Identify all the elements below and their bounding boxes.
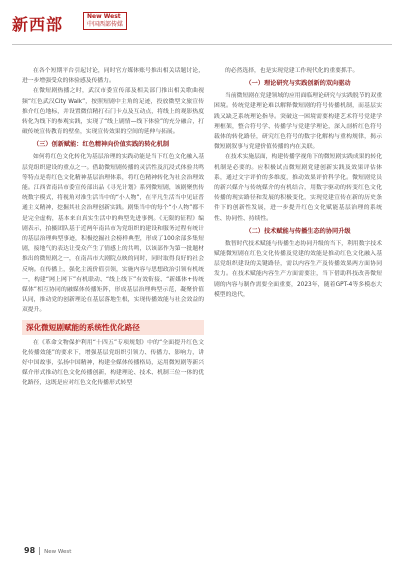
footer-divider (39, 547, 40, 555)
right-column (214, 66, 382, 300)
paragraph: 的必然选择，也是实现党建工作现代化的重要抓手。 (225, 68, 359, 74)
subheading: （一）理论研究与实践创新的双向驱动 (245, 80, 351, 88)
subheading: （三）创新赋能：红色精神向价值实践的转化机制 (33, 141, 170, 149)
section-title: 深化微短剧赋能的系统性优化路径 (22, 320, 204, 335)
magazine-logo: 新西部 (12, 15, 64, 34)
header-divider (12, 44, 392, 45)
paragraph: 在微短剧热播之时，武汉市委宣传部及相关部门推出相关歌曲视频“红色武汉City Walk”，按照短剧中主角的足迹，投放微型文旅宣传推介红色地标，并设置微信精打石门卡点及互动点，将线上的观影热度转化为线下的参观实践，实现了“线上剧情—线下体验”的充分融合，打破传统宣传教育的壁垒，实现宣传效果的空间的延伸与拓展。 (22, 88, 204, 136)
left-column (22, 66, 204, 389)
magazine-logo-box (83, 12, 127, 30)
page-number: 98 (24, 546, 36, 555)
footer-magazine-name: New West (44, 549, 72, 555)
paragraph: 如何将红色文化转化为基层治理的实践动能是当下红色文化融入基层党组织建设的重点之一。借助微短剧传播的灵活性及沉浸式体验共鸣等特点是将红色文化精神基层治理体系，将红色精神转化为社会治理效能。江西省南昌市委宣传部出品《寻光计划》系列微短剧，该剧聚焦传统数字模式，将视角对准生活当中的“小人物”，在平凡生活当中见证普通主义精神，挖掘其社会治理创新实践。剧集当中的每个“小人物”都不是完全虚构，基本来自真实生活中的典型先进事例。《无限的征程》编剧表示，拍摄团队基于近两年南昌市为党组织的建设和服务过程有统计的基层治理典型事迹，积极挖掘社会榜样典型，形成了100余部多集短剧，接地气的表达让受众产生了情感上的共鸣，以该部作为第一批题材推出的微短剧之一，在南昌市大剧院点映的同时，同时取得良好的社会反响。在传播上，强化主流价值引领，实施内容与思想政治引领有机统一，构建“网上网下”有机联动、“线上线下”有效衔接、“新媒体+传统媒体”相互协同的融媒体传播矩阵，形成基层治理典型示范，凝聚价值认同，推动党的创新理论在基层落地生根，实现传播效能与社会效益的双提升。 (22, 154, 204, 314)
magazine-logo-en: New West (87, 13, 121, 20)
subheading: （二）技术赋能与传播生态的协同升级 (245, 227, 351, 235)
page-header (12, 8, 392, 34)
page-footer (24, 546, 71, 555)
paragraph: 数智时代技术赋能与传播生态协同升级的当下，利用数字技术赋能微短剧在红色文化传播及党建的效能是推动红色文化融入基层党组织建设的关键路径，需以内容生产及传播效果两方面协同发力。在技术赋能内容生产方面需要注，当下借助科技改善微短剧的内容与制作需要全面重要，2023年，随着GPT-4等多模态大模型的迭代， (214, 240, 382, 298)
magazine-logo-tag: 中国西部传媒 (87, 21, 124, 28)
paragraph: 在技术实施层面，构建传播学视角下的微短剧实践成果的转化机制是必要的。应积极试点微短剧党建创新实践及效果评估体系，通过文字评价的多维度，推动效果评价科学化。微短剧党员的新兴媒介与传统媒介的有机结合，用数字驱动的转变红色文化传播的现实路径和发展的积极变化，实现党建宣传在新的历史条件下的创新性发展，进一步提升红色文化赋能基层治理的系统性、协同性、持续性。 (214, 154, 382, 222)
paragraph: 当前微短剧在党建领域的应用面临理论研究与实践脱节的双重困境。传统党建理论难以解释微短剧的符号传播机制，而基层实践又缺乏系统理论指导。突破这一困境需要构建艺术符号党建学理框架，整合符号学、传播学与党建学理论，深入剖析红色符号载体的转化路径，研究红色符号的数字化解构与重构规律，揭示微短剧叙事与党建价值传播的内在关联。 (214, 93, 382, 151)
paragraph: 在《革命文物保护利用“十四五”专项规划》中的“全面提升红色文化传播效能”的要求下，增强基层党组织引领力、传播力、影响力，讲好中国故事，弘扬中国精神，构建全媒体传播格局，运用微短剧等新兴媒介形式推动红色文化传播创新，构建理论、技术、机制三位一体的优化路径，这既是应对红色文化传播形式转型 (22, 339, 204, 387)
paragraph: 在各个短期平台引起讨论，同时官方媒体账号推出相关话题讨论，进一步增强受众的体验感及传播力。 (22, 68, 204, 85)
